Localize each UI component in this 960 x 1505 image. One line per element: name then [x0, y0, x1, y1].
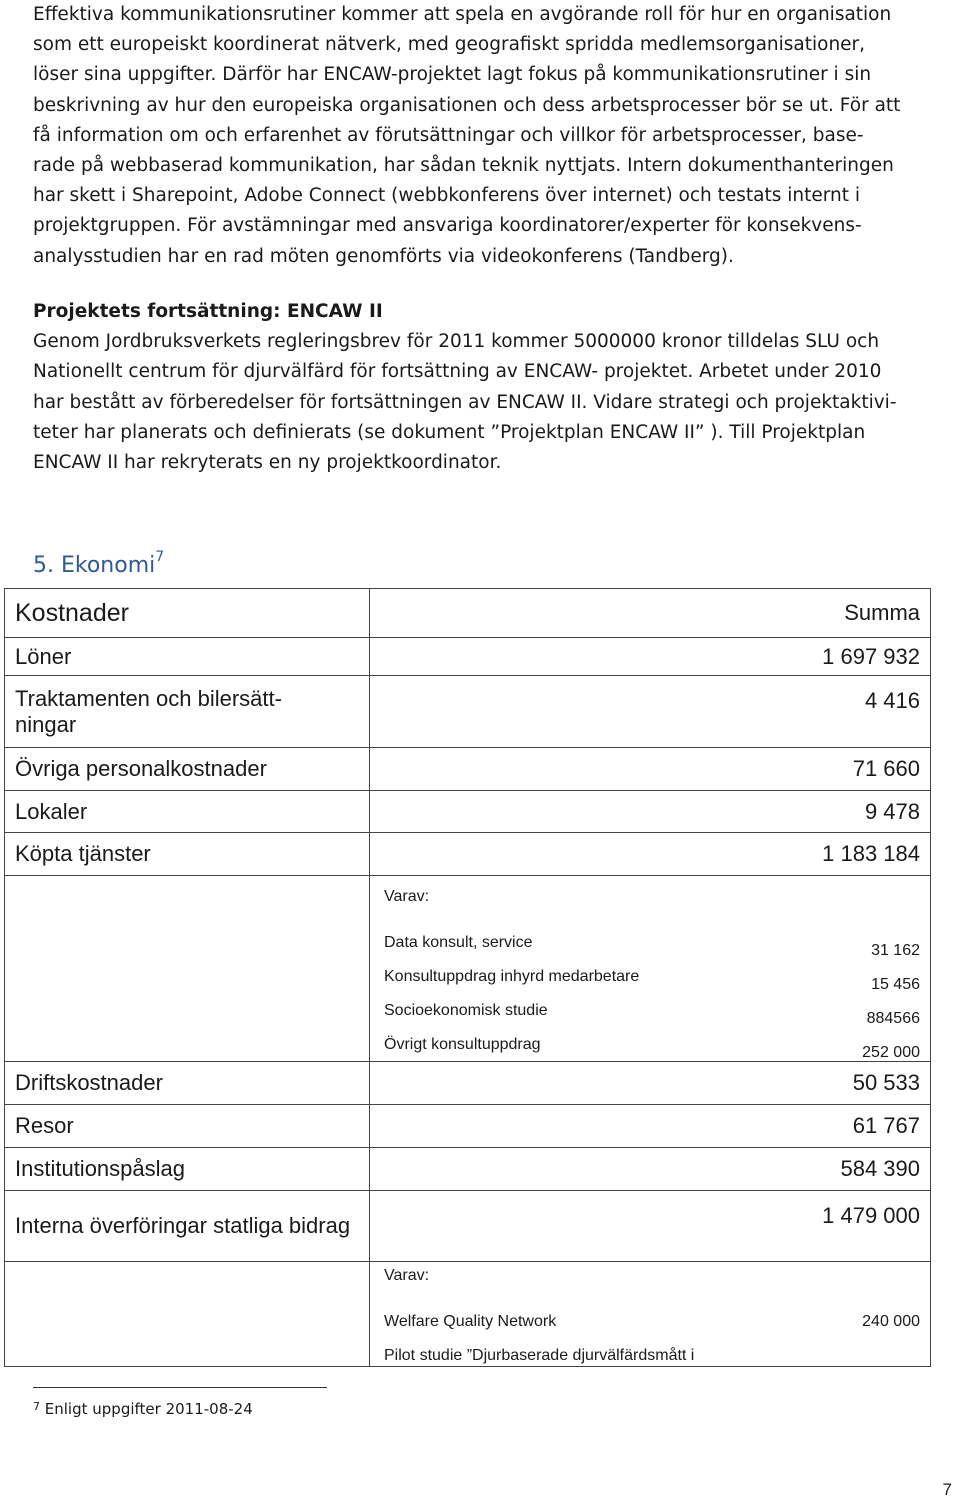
- row-value: 1 697 932: [370, 638, 931, 676]
- footnote-number: 7: [33, 1400, 40, 1413]
- footnote-separator: [33, 1387, 327, 1388]
- table-header-row: [5, 589, 931, 638]
- row-value: 50 533: [370, 1062, 931, 1105]
- row-label: Lokaler: [5, 791, 370, 833]
- table-row-breakdown: [5, 1262, 931, 1367]
- breakdown-heading: Varav:: [384, 887, 430, 905]
- breakdown-value: 240 000: [862, 1313, 920, 1330]
- continuation-paragraph: [33, 297, 933, 478]
- section-title: [33, 549, 165, 578]
- continuation-line: ENCAW II har rekryterats en ny projektkoordinator.: [33, 452, 502, 474]
- breakdown-label: Övrigt konsultuppdrag: [384, 1035, 541, 1053]
- row-label: Interna överföringar statliga bidrag: [5, 1191, 370, 1262]
- row-value: 1 479 000: [370, 1191, 931, 1262]
- breakdown-label: Welfare Quality Network: [384, 1313, 557, 1330]
- row-label: Köpta tjänster: [5, 833, 370, 876]
- table-row: [5, 1062, 931, 1105]
- breakdown-label: Socioekonomisk studie: [384, 1001, 548, 1019]
- row-label: Traktamenten och bilersätt- ningar: [5, 676, 370, 748]
- table-row: [5, 676, 931, 748]
- intro-line: som ett europeiskt koordinerat nätverk, med geografiskt spridda medlemsorganisationer,: [33, 34, 866, 56]
- continuation-line: Nationellt centrum för djurvälfärd för fortsättning av ENCAW- projektet. Arbetet under 2010: [33, 361, 882, 383]
- intro-line: få information om och erfarenhet av förutsättningar och villkor för arbetsprocesser, base-: [33, 124, 864, 146]
- header-label: Kostnader: [5, 589, 370, 638]
- intro-line: löser sina uppgifter. Därför har ENCAW-projektet lagt fokus på kommunikationsrutiner i sin: [33, 64, 872, 86]
- breakdown-value: 15 456: [871, 975, 920, 993]
- intro-line: har skett i Sharepoint, Adobe Connect (webbkonferens över internet) och testats internt i: [33, 185, 861, 207]
- row-value: 584 390: [370, 1148, 931, 1191]
- page-number: 7: [942, 1480, 952, 1499]
- intro-line: projektgruppen. För avstämningar med ansvariga koordinatorer/experter för konsekvens-: [33, 215, 862, 237]
- breakdown-heading: Varav:: [384, 1267, 430, 1284]
- row-label: Driftskostnader: [5, 1062, 370, 1105]
- intro-line: beskrivning av hur den europeiska organisationen och dess arbetsprocesser bör se ut. För att: [33, 94, 901, 116]
- breakdown-value: 884566: [866, 1009, 920, 1027]
- costs-table: [4, 588, 931, 1367]
- row-value: 4 416: [370, 676, 931, 748]
- table-row: [5, 791, 931, 833]
- header-value: Summa: [370, 589, 931, 638]
- continuation-line: har bestått av förberedelser för fortsättningen av ENCAW II. Vidare strategi och projektaktivi-: [33, 391, 897, 413]
- row-value: 9 478: [370, 791, 931, 833]
- breakdown-value: 31 162: [871, 941, 920, 959]
- breakdown-cell: [370, 1262, 931, 1367]
- breakdown-item: [384, 918, 920, 959]
- footnote-ref: 7: [155, 549, 165, 565]
- section-title-text: 5. Ekonomi: [33, 553, 156, 578]
- continuation-line: Genom Jordbruksverkets regleringsbrev för 2011 kommer 5000000 kronor tilldelas SLU och: [33, 331, 880, 353]
- continuation-heading: Projektets fortsättning: ENCAW II: [33, 301, 383, 322]
- table-row: [5, 1148, 931, 1191]
- table-row: [5, 833, 931, 876]
- breakdown-item: [384, 1331, 920, 1365]
- footnote: [33, 1400, 253, 1418]
- table-row: [5, 638, 931, 676]
- interna-breakdown: [384, 1263, 920, 1365]
- table-row: [5, 1105, 931, 1148]
- intro-line: analysstudien har en rad möten genomförts via videokonferens (Tandberg).: [33, 245, 734, 267]
- table-row-breakdown: [5, 876, 931, 1062]
- empty-cell: [5, 1262, 370, 1367]
- intro-line: Effektiva kommunikationsrutiner kommer att spela en avgörande roll för hur en organisation: [33, 4, 892, 25]
- intro-line: rade på webbaserad kommunikation, har sådan teknik nyttjats. Intern dokumenthanteringen: [33, 155, 894, 177]
- row-value: 71 660: [370, 748, 931, 791]
- empty-cell: [5, 876, 370, 1062]
- breakdown-item: [384, 1297, 920, 1331]
- breakdown-label: Pilot studie ”Djurbaserade djurvälfärdsmått i: [384, 1347, 695, 1364]
- intro-paragraph: [33, 0, 933, 272]
- breakdown-value: 252 000: [862, 1043, 920, 1061]
- row-label: Institutionspåslag: [5, 1148, 370, 1191]
- breakdown-label: Data konsult, service: [384, 933, 533, 951]
- continuation-line: teter har planerats och definierats (se dokument ”Projektplan ENCAW II” ). Till Projektplan: [33, 421, 866, 443]
- table-row: [5, 1191, 931, 1262]
- row-label: Resor: [5, 1105, 370, 1148]
- breakdown-cell: [370, 876, 931, 1062]
- kopta-breakdown: [384, 884, 920, 1061]
- row-label: Löner: [5, 638, 370, 676]
- table-row: [5, 748, 931, 791]
- row-value: 61 767: [370, 1105, 931, 1148]
- row-label: Övriga personalkostnader: [5, 748, 370, 791]
- breakdown-label: Konsultuppdrag inhyrd medarbetare: [384, 967, 640, 985]
- row-value: 1 183 184: [370, 833, 931, 876]
- footnote-text: Enligt uppgifter 2011-08-24: [44, 1400, 253, 1418]
